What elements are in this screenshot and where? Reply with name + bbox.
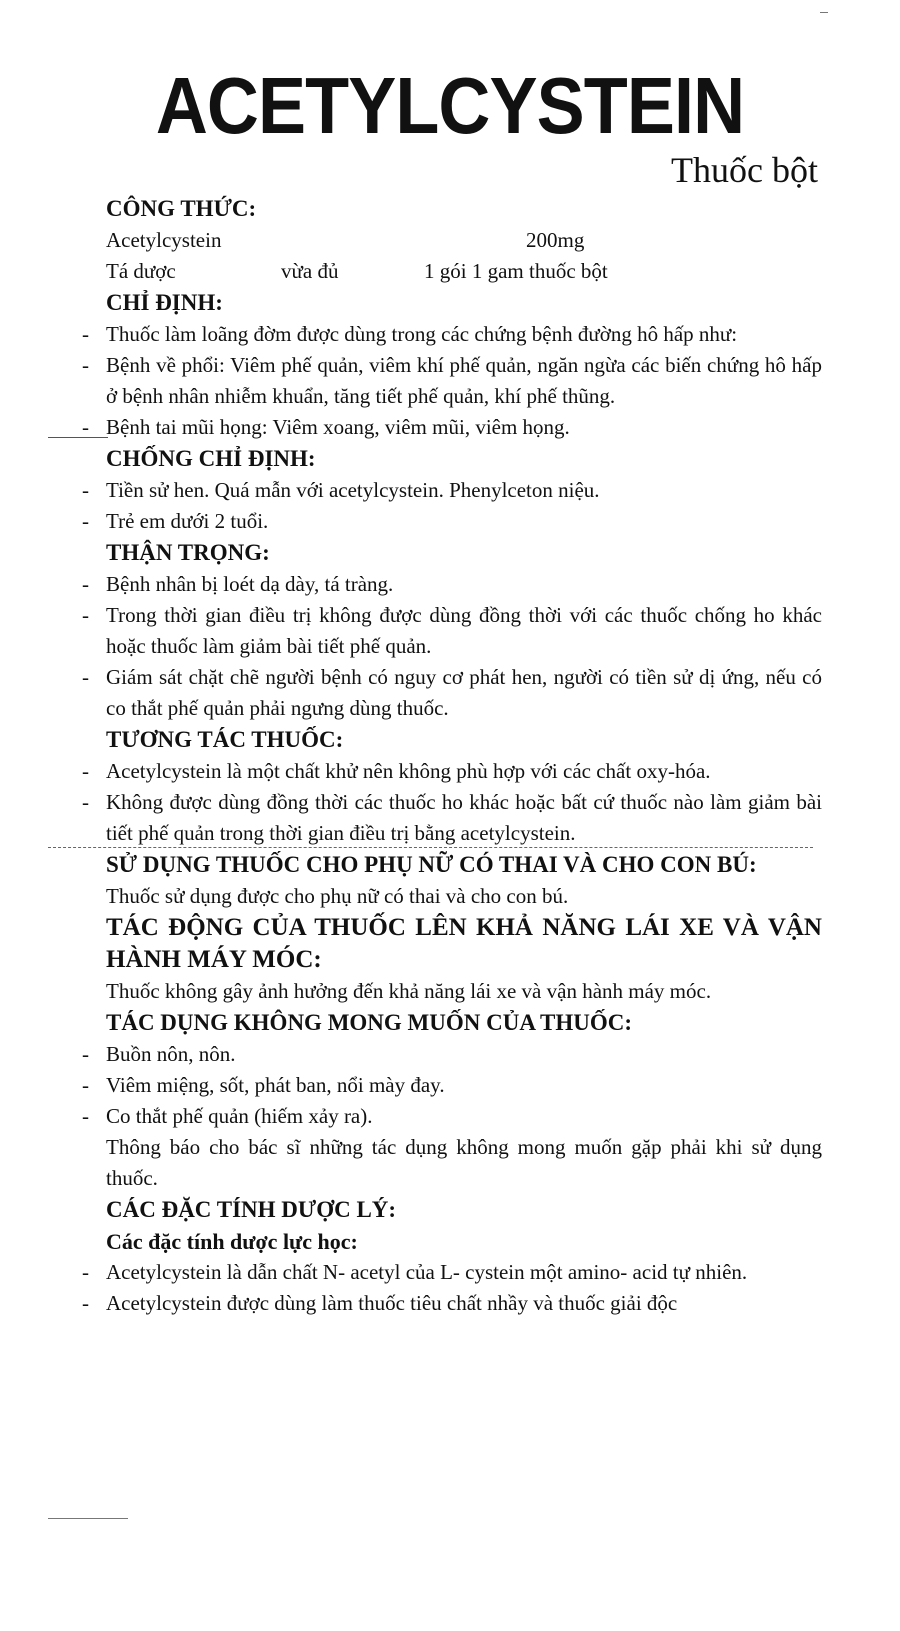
section-pharmacology (82, 1194, 822, 1319)
section-side-effects (82, 1007, 822, 1194)
ingredient-amount: 200mg (526, 228, 585, 252)
list-item-text: Tiền sử hen. Quá mẫn với acetylcystein. Phenylceton niệu. (106, 478, 600, 502)
document-body (82, 193, 822, 1319)
list-item: - Giám sát chặt chẽ người bệnh có nguy cơ phát hen, người có tiền sử dị ứng, nếu có co thắt phế quản phải ngưng dùng thuốc. (82, 665, 822, 720)
list-item: - Buồn nôn, nôn. (82, 1042, 236, 1066)
list-item: - Bệnh nhân bị loét dạ dày, tá tràng. (82, 572, 394, 596)
ingredient-qty: vừa đủ (281, 259, 339, 283)
list-item: - Tiền sử hen. Quá mẫn với acetylcystein. Phenylceton niệu. (82, 478, 600, 502)
section-heading: CÔNG THỨC: (106, 196, 257, 221)
list-item-text: Acetylcystein được dùng làm thuốc tiêu chất nhầy và thuốc giải độc (106, 1291, 678, 1315)
list-item: - Acetylcystein là một chất khử nên không phù hợp với các chất oxy-hóa. (82, 759, 711, 783)
section-formula (82, 193, 822, 287)
section-heading: SỬ DỤNG THUỐC CHO PHỤ NỮ CÓ THAI VÀ CHO CON BÚ: (106, 852, 757, 877)
list-item-text: Bệnh tai mũi họng: Viêm xoang, viêm mũi, viêm họng. (106, 415, 570, 439)
section-contraindications (82, 443, 822, 537)
section-heading: CHỐNG CHỈ ĐỊNH: (106, 446, 316, 471)
scan-line (48, 1518, 128, 1519)
list-item: - Bệnh về phổi: Viêm phế quản, viêm khí phế quản, ngăn ngừa các biến chứng hô hấp ở bệnh nhân nhiễm khuẩn, tăng tiết phế quản, khí phế thũng. (82, 353, 822, 408)
document-title: ACETYLCYSTEIN (155, 61, 745, 150)
section-heading: TÁC DỤNG KHÔNG MONG MUỐN CỦA THUỐC: (106, 1010, 633, 1035)
list-item-text: Không được dùng đồng thời các thuốc ho khác hoặc bất cứ thuốc nào làm giảm bài tiết phế quản trong thời gian điều trị bằng acetylcystein. (106, 790, 822, 845)
list-item: - Trong thời gian điều trị không được dùng đồng thời với các thuốc chống ho khác hoặc thuốc làm giảm bài tiết phế quản. (82, 603, 822, 658)
list-item-text: Acetylcystein là một chất khử nên không phù hợp với các chất oxy-hóa. (106, 759, 711, 783)
section-pregnancy (82, 849, 822, 912)
list-item: - Bệnh tai mũi họng: Viêm xoang, viêm mũi, viêm họng. (82, 415, 570, 439)
section-heading: CÁC ĐẶC TÍNH DƯỢC LÝ: (106, 1197, 397, 1222)
list-item-text: Viêm miệng, sốt, phát ban, nổi mày đay. (106, 1073, 445, 1097)
list-item-text: Bệnh nhân bị loét dạ dày, tá tràng. (106, 572, 394, 596)
section-heading: TƯƠNG TÁC THUỐC: (106, 727, 344, 752)
section-text: Thuốc sử dụng được cho phụ nữ có thai và cho con bú. (106, 884, 569, 908)
formula-row (106, 225, 822, 256)
section-driving (82, 912, 822, 1007)
list-item-text: Co thắt phế quản (hiếm xảy ra). (106, 1104, 373, 1128)
section-interactions (82, 724, 822, 849)
list-item-text: Giám sát chặt chẽ người bệnh có nguy cơ phát hen, người có tiền sử dị ứng, nếu có co thắt phế quản phải ngưng dùng thuốc. (106, 665, 822, 720)
list-item: - Không được dùng đồng thời các thuốc ho khác hoặc bất cứ thuốc nào làm giảm bài tiết phế quản trong thời gian điều trị bằng acetylcystein. (82, 790, 822, 845)
ingredient-name: Tá dược (106, 259, 176, 283)
list-item: - Co thắt phế quản (hiếm xảy ra). (82, 1104, 373, 1128)
ingredient-amount: 1 gói 1 gam thuốc bột (424, 259, 608, 283)
list-item-text: Acetylcystein là dẫn chất N- acetyl của L- cystein một amino- acid tự nhiên. (106, 1260, 748, 1284)
ingredient-name: Acetylcystein (106, 228, 222, 252)
section-heading: THẬN TRỌNG: (106, 540, 270, 565)
list-item: - Thuốc làm loãng đờm được dùng trong các chứng bệnh đường hô hấp như: (82, 322, 738, 346)
list-item-text: Thuốc làm loãng đờm được dùng trong các chứng bệnh đường hô hấp như: (106, 322, 738, 346)
section-heading: TÁC ĐỘNG CỦA THUỐC LÊN KHẢ NĂNG LÁI XE VÀ VẬN HÀNH MÁY MÓC: (106, 914, 822, 973)
section-precautions (82, 537, 822, 724)
list-item: - Trẻ em dưới 2 tuổi. (82, 509, 269, 533)
corner-mark (820, 12, 828, 13)
list-item-text: Trong thời gian điều trị không được dùng đồng thời với các thuốc chống ho khác hoặc thuốc làm giảm bài tiết phế quản. (106, 603, 822, 658)
formula-row (106, 256, 822, 287)
section-subheading: Các đặc tính dược lực học: (106, 1229, 358, 1254)
list-item: - Acetylcystein là dẫn chất N- acetyl của L- cystein một amino- acid tự nhiên. (82, 1260, 748, 1284)
list-item: - Viêm miệng, sốt, phát ban, nổi mày đay. (82, 1073, 445, 1097)
section-heading: CHỈ ĐỊNH: (106, 290, 223, 315)
section-text: Thuốc không gây ảnh hưởng đến khả năng lái xe và vận hành máy móc. (106, 979, 712, 1003)
document-subtitle: Thuốc bột (671, 150, 818, 190)
list-item-text: Trẻ em dưới 2 tuổi. (106, 509, 269, 533)
list-item: - Acetylcystein được dùng làm thuốc tiêu chất nhầy và thuốc giải độc (82, 1291, 678, 1315)
list-item-text: Bệnh về phổi: Viêm phế quản, viêm khí phế quản, ngăn ngừa các biến chứng hô hấp ở bệnh nhân nhiễm khuẩn, tăng tiết phế quản, khí phế thũng. (106, 353, 822, 408)
section-indications (82, 287, 822, 443)
section-note: Thông báo cho bác sĩ những tác dụng không mong muốn gặp phải khi sử dụng thuốc. (106, 1135, 822, 1190)
list-item-text: Buồn nôn, nôn. (106, 1042, 236, 1066)
